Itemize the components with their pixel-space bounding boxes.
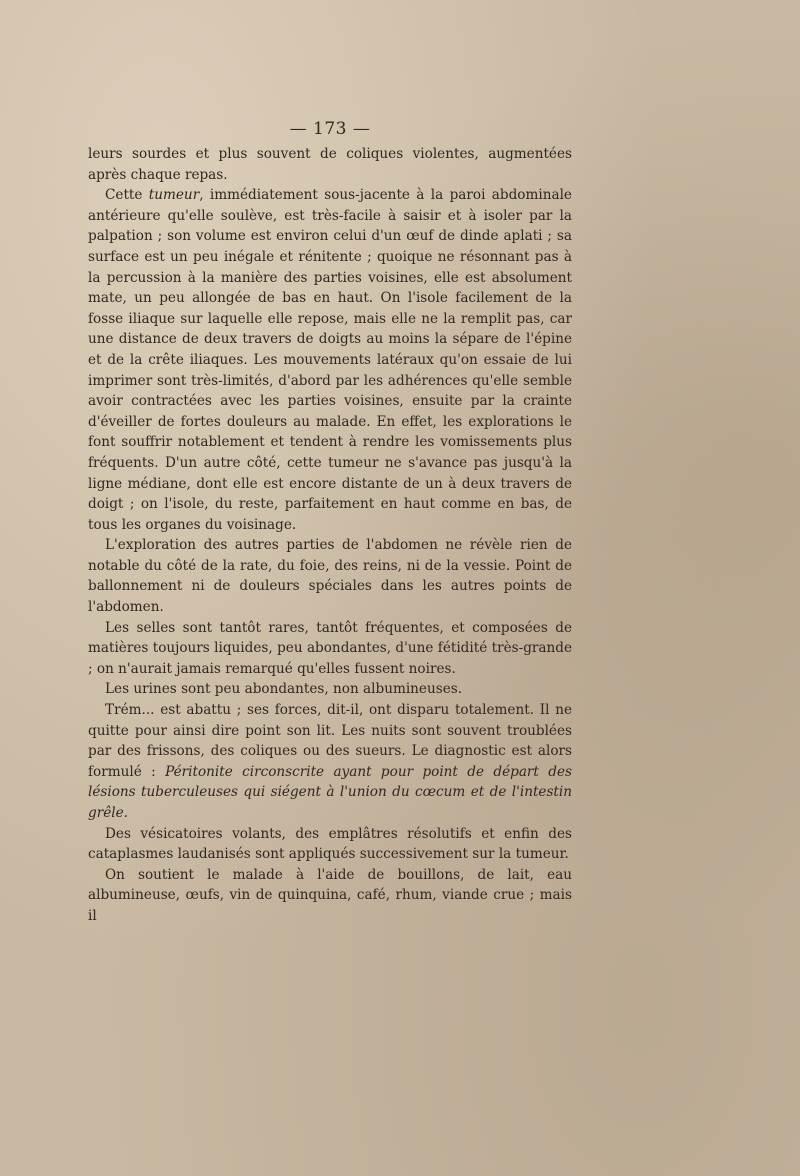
paragraph (88, 865, 572, 927)
paragraph-text: Cette (105, 187, 149, 204)
paragraph-text: Des vésicatoires volants, des emplâtres résolutifs et enfin des cataplasmes laudanisés sont appliqués successivement sur la tumeur. (88, 825, 572, 863)
italic-text: tumeur (148, 187, 200, 204)
paragraph (88, 535, 572, 617)
book-page (88, 118, 572, 927)
paragraph-text: , immédiatement sous-jacente à la paroi abdominale antérieure qu'elle soulève, est très-facile à saisir et à isoler par la palpation ; son volume est environ celui d'un œuf de dinde aplati ; sa surface est un peu inégale et rénitente ; quoique ne résonnant pas à la percussion à la manière des parties voisines, elle est absolument mate, un peu allongée de bas en haut. On l'isole facilement de la fosse iliaque sur laquelle elle repose, mais elle ne la remplit pas, car une distance de deux travers de doigts au moins la sépare de l'épine et de la crête iliaques. Les mouvements latéraux qu'on essaie de lui imprimer sont très-limités, d'abord par les adhérences qu'elle semble avoir contractées avec les parties voisines, ensuite par la crainte d'éveiller de fortes douleurs au malade. En effet, les explorations le font souffrir notablement et tendent à rendre les vomissements plus fréquents. D'un autre côté, cette tumeur ne s'avance pas jusqu'à la ligne médiane, dont elle est encore distante de un à deux travers de doigt ; on l'isole, du reste, parfaitement en haut comme en bas, de tous les organes du voisinage. (88, 187, 572, 533)
page-number: — 173 — (289, 119, 371, 139)
paragraph (88, 185, 572, 535)
paragraph (88, 679, 572, 700)
paragraph (88, 824, 572, 865)
paragraph-text: L'exploration des autres parties de l'abdomen ne révèle rien de notable du côté de la rate, du foie, des reins, ni de la vessie. Point de ballonnement ni de douleurs spéciales dans les autres points de l'abdomen. (88, 537, 572, 616)
body-text (88, 144, 572, 927)
paragraph (88, 700, 572, 824)
paragraph-text: Les urines sont peu abondantes, non albumineuses. (105, 681, 463, 698)
paragraph-text: leurs sourdes et plus souvent de coliques violentes, augmentées après chaque repas. (88, 146, 572, 183)
paragraph-text: Les selles sont tantôt rares, tantôt fréquentes, et composées de matières toujours liquides, peu abondantes, d'une fétidité très-grande ; on n'aurait jamais remarqué qu'elles fussent noires. (88, 619, 572, 677)
paragraph-text: Trém... est abattu ; ses forces, dit-il, ont disparu totalement. Il ne quitte pour ainsi dire point son lit. Les nuits sont souvent troublées par des frissons, des coliques ou des sueurs. Le diagnostic est alors formulé : (88, 702, 572, 780)
paragraph (88, 144, 572, 185)
paragraph (88, 618, 572, 680)
italic-text: Péritonite circonscrite ayant pour point de départ des lésions tuberculeuses qui siégent à l'union du cœcum et de l'intestin grêle. (88, 763, 572, 821)
paragraph-text: On soutient le malade à l'aide de bouillons, de lait, eau albumineuse, œufs, vin de quinquina, café, rhum, viande crue ; mais il (88, 866, 572, 924)
